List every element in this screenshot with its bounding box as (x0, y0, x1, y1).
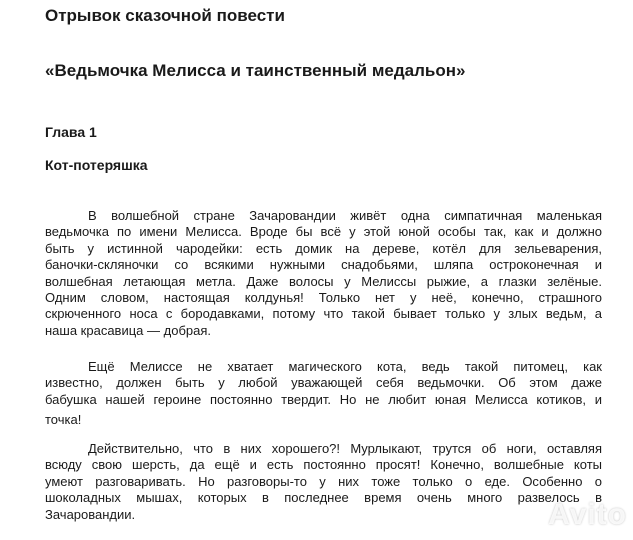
text-line: волшебная летающая метла. Даже волосы у Мелиссы рыжие, а глазки зелёные. (45, 273, 602, 289)
paragraph-3 (45, 441, 602, 523)
paragraph-2 (45, 359, 602, 429)
text-line: известно, должен быть у любой уважающей себя ведьмочки. Об этом даже (45, 375, 602, 391)
text-line: скрюченного носа с бородавками, потому что такой бывает только у злых ведьм, а (45, 306, 602, 322)
text-line: Ещё Мелиссе не хватает магического кота, ведь такой питомец, как (88, 359, 602, 374)
text-line: всюду свою шерсть, да ещё и есть постоянно просят! Конечно, волшебные коты (45, 457, 602, 473)
text-line: Действительно, что в них хорошего?! Мурлыкают, трутся об ноги, оставляя (88, 441, 602, 456)
text-line: Одним словом, настоящая колдунья! Только нет у неё, конечно, страшного (45, 290, 602, 306)
document-title-line1: Отрывок сказочной повести (45, 6, 285, 25)
text-line: бабушка нашей героине постоянно твердит. Но не любит юная Мелисса котиков, и (45, 391, 602, 407)
text-line: Зачаровандии. (45, 506, 136, 522)
chapter-heading: Глава 1 (45, 124, 97, 140)
text-line: быть у истинной чародейки: есть домик на дереве, котёл для зельеварения, (45, 240, 602, 256)
document-title-line2: «Ведьмочка Мелисса и таинственный медальон» (45, 61, 466, 80)
chapter-title: Кот-потеряшка (45, 157, 148, 173)
text-line: ведьмочка по имени Мелисса. Вроде бы всё у этой юной особы так, как и должно (45, 224, 602, 240)
text-line: шоколадных мышах, которых в последнее время очень много развелось в (45, 490, 602, 506)
paragraph-1 (45, 208, 602, 339)
text-line: точка! (45, 412, 82, 428)
text-line: баночки-скляночки со всякими нужными снадобьями, шляпа остроконечная и (45, 257, 602, 273)
text-line: умеют разговаривать. Но разговоры-то у них тоже только о еде. Особенно о (45, 473, 602, 489)
text-line: наша красавица — добрая. (45, 322, 211, 338)
text-line: В волшебной стране Зачаровандии живёт одна симпатичная маленькая (88, 208, 602, 223)
avito-watermark: Avito (548, 498, 627, 531)
